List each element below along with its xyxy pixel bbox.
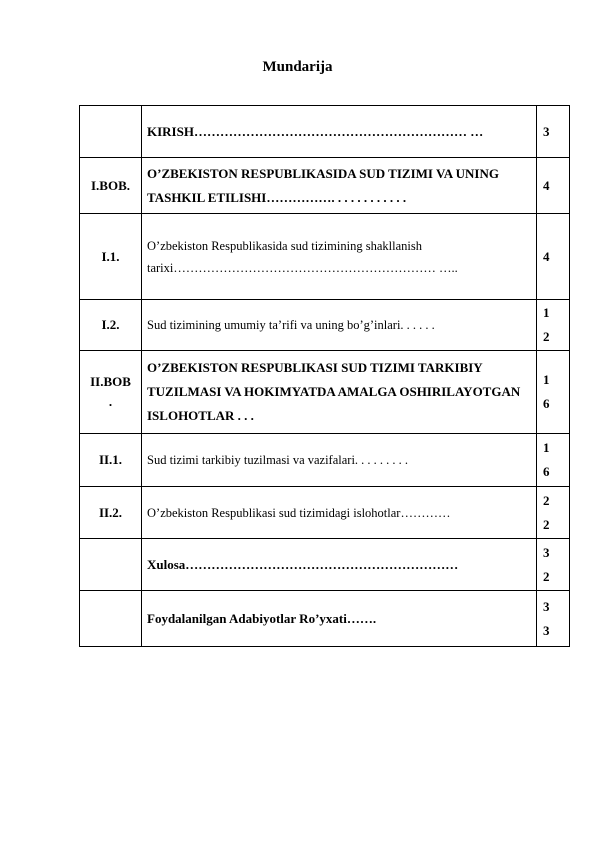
toc-row-kirish [80,106,570,158]
toc-page: 3 [537,106,570,158]
toc-number: I.1. [80,214,142,300]
toc-number [80,591,142,647]
toc-page: 1 6 [537,434,570,487]
toc-number [80,106,142,158]
page-title: Mundarija [262,59,333,75]
toc-title: O’ZBEKISTON RESPUBLIKASI SUD TIZIMI TARKIBIY TUZILMASI VA HOKIMYATDA AMALGA OSHIRILAYOTGAN ISLOHOTLAR . . . [142,351,537,434]
toc-row-section-2-1 [80,434,570,487]
toc-page: 4 [537,158,570,214]
toc-title: KIRISH……………………………………………………… … [142,106,537,158]
toc-row-references [80,591,570,647]
toc-title: Sud tizimining umumiy ta’rifi va uning bo’g’inlari. . . . . . [142,300,537,351]
toc-title: Foydalanilgan Adabiyotlar Ro’yxati……. [142,591,537,647]
toc-number: II.1. [80,434,142,487]
toc-row-section-2-2 [80,487,570,539]
toc-row-section-1-1 [80,214,570,300]
toc-title: Sud tizimi tarkibiy tuzilmasi va vazifalari. . . . . . . . . [142,434,537,487]
toc-row-section-1-2 [80,300,570,351]
toc-page: 3 2 [537,539,570,591]
toc-number: I.2. [80,300,142,351]
toc-page: 4 [537,214,570,300]
toc-row-chapter-2 [80,351,570,434]
toc-number [80,539,142,591]
toc-title: O’zbekiston Respublikasida sud tizimining shakllanish tarixi……………………………………………………… ….. [142,214,537,300]
toc-row-chapter-1 [80,158,570,214]
toc-number: II.2. [80,487,142,539]
toc-page: 3 3 [537,591,570,647]
toc-number: II.BOB . [80,351,142,434]
toc-page: 1 2 [537,300,570,351]
toc-number: I.BOB. [80,158,142,214]
toc-title: Xulosa……………………………………………………… [142,539,537,591]
toc-row-xulosa [80,539,570,591]
toc-page: 1 6 [537,351,570,434]
toc-page: 2 2 [537,487,570,539]
toc-title: O’zbekiston Respublikasi sud tizimidagi islohotlar………… [142,487,537,539]
toc-title: O’ZBEKISTON RESPUBLIKASIDA SUD TIZIMI VA UNING TASHKIL ETILISHI……………. . . . . . . . . . . . [142,158,537,214]
table-of-contents [79,105,570,647]
